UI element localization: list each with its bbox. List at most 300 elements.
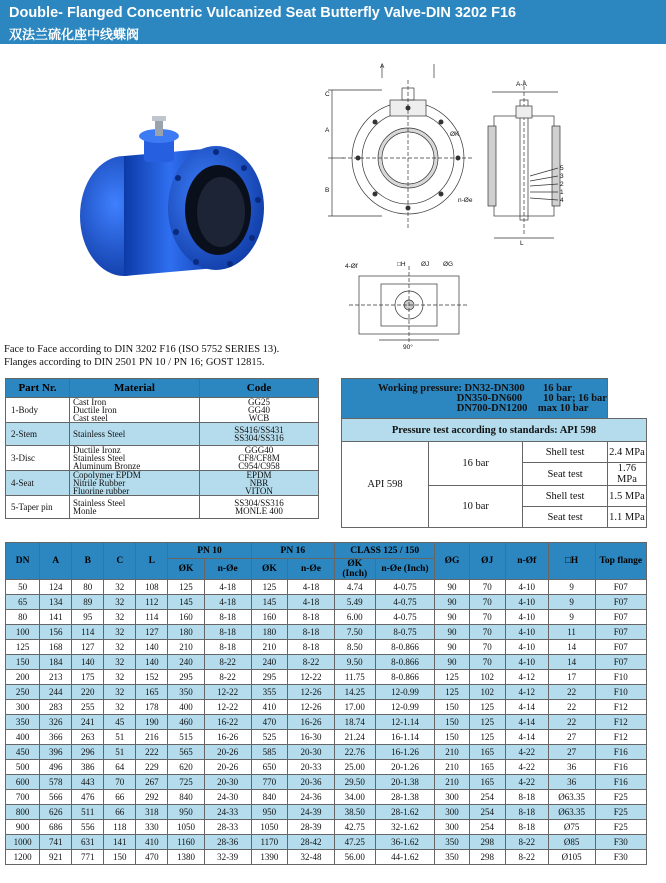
cell-nf: 4-10 <box>505 610 548 625</box>
cell-a: 921 <box>40 850 72 865</box>
cell-c: 32 <box>104 580 136 595</box>
header-nf: n-Øf <box>505 543 548 580</box>
table-row <box>6 670 647 685</box>
cell-h: Ø105 <box>548 850 595 865</box>
cell-c: 32 <box>104 610 136 625</box>
callout-4: 4 <box>560 197 564 204</box>
cell-g: 90 <box>435 640 469 655</box>
header-g: ØG <box>435 543 469 580</box>
cell-b: 511 <box>72 805 104 820</box>
header-pn16-ne: n-Øe <box>287 559 334 580</box>
note-face-to-face: Face to Face according to DIN 3202 F16 (ISO 5752 SERIES 13). <box>4 344 280 355</box>
cell-j: 70 <box>469 640 505 655</box>
cell-j: 165 <box>469 760 505 775</box>
cell-h: 36 <box>548 775 595 790</box>
cell-j: 70 <box>469 610 505 625</box>
header-dn: DN <box>6 543 40 580</box>
callout-3: 3 <box>560 173 564 180</box>
cell-g: 90 <box>435 580 469 595</box>
table-row <box>6 580 647 595</box>
cell-l: 108 <box>136 580 168 595</box>
cell-pn10-k: 515 <box>168 730 204 745</box>
cell-dn: 500 <box>6 760 40 775</box>
cell-pn10-k: 350 <box>168 685 204 700</box>
cell-h: 22 <box>548 700 595 715</box>
cell-top-flange: F16 <box>595 745 646 760</box>
table-row <box>6 760 647 775</box>
working-pressure-line: Working pressure: DN32-DN300 16 bar <box>378 382 572 394</box>
pressure-test-row <box>342 442 647 463</box>
cell-top-flange: F12 <box>595 700 646 715</box>
cell-c: 66 <box>104 790 136 805</box>
material-cell <box>70 398 200 423</box>
cell-dn: 300 <box>6 700 40 715</box>
cell-b: 80 <box>72 580 104 595</box>
cell-l: 229 <box>136 760 168 775</box>
cell-g: 300 <box>435 820 469 835</box>
cell-h: Ø75 <box>548 820 595 835</box>
cell-c: 118 <box>104 820 136 835</box>
cell-pn10-k: 725 <box>168 775 204 790</box>
materials-row-seat <box>6 471 319 496</box>
cell-pn16-k: 1390 <box>251 850 287 865</box>
cell-pn16-ne: 16-26 <box>287 715 334 730</box>
cell-class-ne: 28-1.38 <box>375 790 435 805</box>
label-dim-c: C <box>325 91 330 98</box>
cell-pn10-k: 145 <box>168 595 204 610</box>
cell-c: 32 <box>104 685 136 700</box>
cell-j: 70 <box>469 625 505 640</box>
cell-h: Ø85 <box>548 835 595 850</box>
test-name: Seat test <box>523 507 608 528</box>
cell-h: Ø63.35 <box>548 805 595 820</box>
cell-class-ne: 4-0.75 <box>375 595 435 610</box>
cell-c: 32 <box>104 625 136 640</box>
cell-top-flange: F10 <box>595 670 646 685</box>
cell-pn16-k: 160 <box>251 610 287 625</box>
cell-pn16-k: 125 <box>251 580 287 595</box>
cell-l: 190 <box>136 715 168 730</box>
cell-j: 70 <box>469 655 505 670</box>
header-banner <box>0 0 666 44</box>
cell-nf: 4-10 <box>505 625 548 640</box>
cell-dn: 200 <box>6 670 40 685</box>
cell-pn10-ne: 12-22 <box>204 685 251 700</box>
code-line: SS304/SS316 <box>234 498 284 508</box>
cell-c: 141 <box>104 835 136 850</box>
cell-dn: 450 <box>6 745 40 760</box>
part-name: 2-Stem <box>6 423 70 446</box>
cell-c: 45 <box>104 715 136 730</box>
cell-a: 366 <box>40 730 72 745</box>
code-cell <box>200 496 319 519</box>
code-line: NBR <box>249 478 269 488</box>
pressure-group-label: 16 bar <box>429 442 523 486</box>
cell-top-flange: F07 <box>595 655 646 670</box>
table-row <box>6 850 647 865</box>
cell-g: 90 <box>435 625 469 640</box>
cell-class-k: 17.00 <box>334 700 375 715</box>
cell-b: 263 <box>72 730 104 745</box>
cell-h: 9 <box>548 610 595 625</box>
cell-class-ne: 12-0.99 <box>375 685 435 700</box>
cell-a: 141 <box>40 610 72 625</box>
table-row <box>6 805 647 820</box>
cell-class-ne: 8-0.75 <box>375 625 435 640</box>
cell-class-k: 29.50 <box>334 775 375 790</box>
cell-nf: 8-22 <box>505 850 548 865</box>
cell-j: 102 <box>469 685 505 700</box>
cell-g: 350 <box>435 850 469 865</box>
working-pressure-line: DN350-DN600 10 bar; 16 bar <box>378 392 607 404</box>
header-pn10-ne: n-Øe <box>204 559 251 580</box>
table-row <box>6 775 647 790</box>
pressure-group-label: 10 bar <box>429 486 523 528</box>
cell-top-flange: F07 <box>595 580 646 595</box>
cell-pn16-ne: 24-36 <box>287 790 334 805</box>
header-a: A <box>40 543 72 580</box>
label-angle: 90° <box>403 344 413 350</box>
header-b: B <box>72 543 104 580</box>
table-row <box>6 835 647 850</box>
callout-5: 5 <box>560 165 564 172</box>
table-row <box>6 700 647 715</box>
header-pn16: PN 16 <box>251 543 334 559</box>
cell-class-k: 5.49 <box>334 595 375 610</box>
cell-j: 70 <box>469 580 505 595</box>
cell-pn16-k: 210 <box>251 640 287 655</box>
cell-c: 32 <box>104 670 136 685</box>
cell-top-flange: F25 <box>595 805 646 820</box>
cell-a: 244 <box>40 685 72 700</box>
table-row <box>6 655 647 670</box>
cell-pn10-ne: 12-22 <box>204 700 251 715</box>
cell-b: 175 <box>72 670 104 685</box>
cell-class-k: 8.50 <box>334 640 375 655</box>
cell-pn16-ne: 8-22 <box>287 655 334 670</box>
cell-dn: 65 <box>6 595 40 610</box>
cell-pn16-ne: 20-30 <box>287 745 334 760</box>
cell-l: 330 <box>136 820 168 835</box>
cell-dn: 350 <box>6 715 40 730</box>
cell-pn10-k: 295 <box>168 670 204 685</box>
cell-a: 496 <box>40 760 72 775</box>
code-line: GG40 <box>248 405 270 415</box>
cell-class-k: 14.25 <box>334 685 375 700</box>
cell-pn16-ne: 4-18 <box>287 595 334 610</box>
cell-j: 254 <box>469 790 505 805</box>
cell-top-flange: F25 <box>595 790 646 805</box>
code-cell <box>200 471 319 496</box>
cell-b: 296 <box>72 745 104 760</box>
test-value: 1.76 MPa <box>607 463 646 486</box>
header-class: CLASS 125 / 150 <box>334 543 434 559</box>
cell-top-flange: F12 <box>595 715 646 730</box>
cell-a: 156 <box>40 625 72 640</box>
cell-nf: 4-22 <box>505 760 548 775</box>
code-line: GGG40 <box>244 445 274 455</box>
cell-g: 150 <box>435 715 469 730</box>
cell-pn10-k: 1160 <box>168 835 204 850</box>
cell-pn10-ne: 28-33 <box>204 820 251 835</box>
cell-pn16-ne: 28-39 <box>287 820 334 835</box>
cell-c: 64 <box>104 760 136 775</box>
cell-l: 318 <box>136 805 168 820</box>
cell-h: 17 <box>548 670 595 685</box>
cell-top-flange: F07 <box>595 595 646 610</box>
header-pn10: PN 10 <box>168 543 251 559</box>
cell-class-ne: 20-1.26 <box>375 760 435 775</box>
material-line: Stainless Steel <box>73 453 126 463</box>
cell-l: 140 <box>136 655 168 670</box>
test-value: 1.5 MPa <box>607 486 646 507</box>
cell-class-k: 34.00 <box>334 790 375 805</box>
cell-j: 298 <box>469 835 505 850</box>
cell-top-flange: F16 <box>595 775 646 790</box>
cell-h: 14 <box>548 640 595 655</box>
cell-pn10-ne: 8-18 <box>204 610 251 625</box>
cell-pn10-k: 620 <box>168 760 204 775</box>
material-line: Monle <box>73 506 97 516</box>
part-name: 1-Body <box>6 398 70 423</box>
label-dim-b: B <box>325 187 330 194</box>
cell-nf: 8-18 <box>505 805 548 820</box>
title-chinese: 双法兰硫化座中线蝶阀 <box>9 28 140 43</box>
cell-c: 32 <box>104 700 136 715</box>
cell-b: 556 <box>72 820 104 835</box>
cell-h: 27 <box>548 730 595 745</box>
cell-top-flange: F07 <box>595 640 646 655</box>
cell-class-k: 9.50 <box>334 655 375 670</box>
cell-pn10-ne: 24-30 <box>204 790 251 805</box>
table-row <box>6 610 647 625</box>
cell-class-ne: 8-0.866 <box>375 655 435 670</box>
cell-b: 771 <box>72 850 104 865</box>
header-pn16-k: ØK <box>251 559 287 580</box>
title-english: Double- Flanged Concentric Vulcanized Seat Butterfly Valve-DIN 3202 F16 <box>9 5 517 21</box>
cell-g: 150 <box>435 730 469 745</box>
cell-h: 22 <box>548 715 595 730</box>
valve-photo <box>66 108 274 282</box>
cell-pn10-ne: 24-33 <box>204 805 251 820</box>
cell-pn10-k: 460 <box>168 715 204 730</box>
cell-g: 90 <box>435 655 469 670</box>
materials-header-material: Material <box>70 379 200 398</box>
materials-header-code: Code <box>200 379 319 398</box>
cell-h: 11 <box>548 625 595 640</box>
test-name: Shell test <box>523 442 608 463</box>
cell-a: 283 <box>40 700 72 715</box>
cell-top-flange: F07 <box>595 610 646 625</box>
cell-a: 184 <box>40 655 72 670</box>
cell-nf: 4-22 <box>505 745 548 760</box>
cell-pn16-ne: 8-18 <box>287 640 334 655</box>
cell-g: 300 <box>435 790 469 805</box>
table-row <box>6 625 647 640</box>
cell-top-flange: F10 <box>595 685 646 700</box>
cell-h: 22 <box>548 685 595 700</box>
cell-j: 70 <box>469 595 505 610</box>
cell-pn10-ne: 4-18 <box>204 595 251 610</box>
cell-b: 127 <box>72 640 104 655</box>
cell-pn16-k: 295 <box>251 670 287 685</box>
cell-pn16-ne: 12-26 <box>287 700 334 715</box>
cell-top-flange: F30 <box>595 850 646 865</box>
cell-dn: 700 <box>6 790 40 805</box>
technical-drawing <box>322 56 566 246</box>
cell-b: 631 <box>72 835 104 850</box>
cell-pn16-ne: 28-42 <box>287 835 334 850</box>
cell-l: 410 <box>136 835 168 850</box>
cell-a: 686 <box>40 820 72 835</box>
cell-nf: 4-10 <box>505 640 548 655</box>
cell-j: 102 <box>469 670 505 685</box>
materials-row-body <box>6 398 319 423</box>
table-row <box>6 730 647 745</box>
cell-b: 95 <box>72 610 104 625</box>
header-h: □H <box>548 543 595 580</box>
cell-c: 51 <box>104 730 136 745</box>
cell-l: 178 <box>136 700 168 715</box>
cell-class-ne: 44-1.62 <box>375 850 435 865</box>
code-cell <box>200 398 319 423</box>
cell-nf: 4-10 <box>505 580 548 595</box>
pressure-test-title: Pressure test according to standards: API 598 <box>342 419 647 442</box>
cell-dn: 125 <box>6 640 40 655</box>
code-line: C954/C958 <box>238 461 280 471</box>
cell-c: 32 <box>104 595 136 610</box>
pressure-table <box>341 378 647 528</box>
cell-l: 152 <box>136 670 168 685</box>
cell-j: 125 <box>469 700 505 715</box>
cell-a: 578 <box>40 775 72 790</box>
cell-class-k: 6.00 <box>334 610 375 625</box>
cell-dn: 50 <box>6 580 40 595</box>
header-class-ne: n-Øe (Inch) <box>375 559 435 580</box>
cell-a: 124 <box>40 580 72 595</box>
cell-l: 222 <box>136 745 168 760</box>
cell-dn: 1000 <box>6 835 40 850</box>
cell-l: 140 <box>136 640 168 655</box>
materials-header-part: Part Nr. <box>6 379 70 398</box>
cell-top-flange: F07 <box>595 625 646 640</box>
cell-pn10-k: 125 <box>168 580 204 595</box>
cell-g: 210 <box>435 760 469 775</box>
cell-top-flange: F25 <box>595 820 646 835</box>
label-n-phi-e: n-Øe <box>458 197 473 204</box>
callout-2: 2 <box>560 181 564 188</box>
cell-c: 70 <box>104 775 136 790</box>
material-cell <box>70 446 200 471</box>
cell-g: 125 <box>435 670 469 685</box>
material-line: Nitrile Rubber <box>73 478 126 488</box>
cell-pn16-ne: 12-22 <box>287 670 334 685</box>
table-row <box>6 640 647 655</box>
cell-b: 476 <box>72 790 104 805</box>
cell-nf: 4-14 <box>505 730 548 745</box>
working-pressure-row <box>342 379 647 419</box>
cell-l: 127 <box>136 625 168 640</box>
table-row <box>6 820 647 835</box>
cell-g: 210 <box>435 745 469 760</box>
cell-b: 89 <box>72 595 104 610</box>
cell-pn16-k: 1050 <box>251 820 287 835</box>
cell-dn: 100 <box>6 625 40 640</box>
working-pressure-cell <box>342 379 608 419</box>
cell-a: 396 <box>40 745 72 760</box>
cell-h: 9 <box>548 580 595 595</box>
cell-pn10-k: 840 <box>168 790 204 805</box>
materials-header-row <box>6 379 319 398</box>
material-line: Cast steel <box>73 413 108 423</box>
pressure-standard: API 598 <box>342 442 429 528</box>
table-row <box>6 715 647 730</box>
cell-pn10-k: 180 <box>168 625 204 640</box>
cell-class-ne: 8-0.866 <box>375 640 435 655</box>
cell-pn16-ne: 24-39 <box>287 805 334 820</box>
code-line: WCB <box>248 413 270 423</box>
cell-class-ne: 36-1.62 <box>375 835 435 850</box>
code-line: GG25 <box>248 397 270 407</box>
materials-row-taper-pin <box>6 496 319 519</box>
cell-l: 165 <box>136 685 168 700</box>
label-phi-g: ØG <box>443 261 454 268</box>
cell-c: 51 <box>104 745 136 760</box>
cell-pn16-ne: 20-33 <box>287 760 334 775</box>
label-section-aa: A-A <box>516 81 527 88</box>
cell-pn10-ne: 20-30 <box>204 775 251 790</box>
materials-row-stem <box>6 423 319 446</box>
cell-a: 168 <box>40 640 72 655</box>
cell-a: 566 <box>40 790 72 805</box>
cell-dn: 250 <box>6 685 40 700</box>
cell-l: 114 <box>136 610 168 625</box>
cell-l: 267 <box>136 775 168 790</box>
test-name: Seat test <box>523 463 608 486</box>
cell-pn10-k: 950 <box>168 805 204 820</box>
cell-g: 150 <box>435 700 469 715</box>
pressure-test-title-row <box>342 419 647 442</box>
cell-pn10-ne: 16-26 <box>204 730 251 745</box>
code-line: MONLE 400 <box>235 506 283 516</box>
cell-dn: 900 <box>6 820 40 835</box>
cell-h: 36 <box>548 760 595 775</box>
cell-pn10-k: 1380 <box>168 850 204 865</box>
cell-pn10-k: 210 <box>168 640 204 655</box>
cell-j: 125 <box>469 730 505 745</box>
cell-class-k: 11.75 <box>334 670 375 685</box>
cell-b: 386 <box>72 760 104 775</box>
part-name: 4-Seat <box>6 471 70 496</box>
part-name: 3-Disc <box>6 446 70 471</box>
note-flanges: Flanges according to DIN 2501 PN 10 / PN 16; GOST 12815. <box>4 357 265 368</box>
cell-dn: 400 <box>6 730 40 745</box>
cell-nf: 4-10 <box>505 595 548 610</box>
cell-dn: 80 <box>6 610 40 625</box>
label-phi-k: ØK <box>450 131 460 138</box>
cell-j: 125 <box>469 715 505 730</box>
cell-l: 112 <box>136 595 168 610</box>
cell-nf: 4-12 <box>505 670 548 685</box>
material-line: Copolymer EPDM <box>73 470 141 480</box>
material-line: Fluorine rubber <box>73 486 130 496</box>
cell-class-ne: 4-0.75 <box>375 610 435 625</box>
header-c: C <box>104 543 136 580</box>
table-row <box>6 745 647 760</box>
cell-g: 90 <box>435 610 469 625</box>
label-section-a: A <box>380 63 385 70</box>
cell-class-ne: 12-0.99 <box>375 700 435 715</box>
